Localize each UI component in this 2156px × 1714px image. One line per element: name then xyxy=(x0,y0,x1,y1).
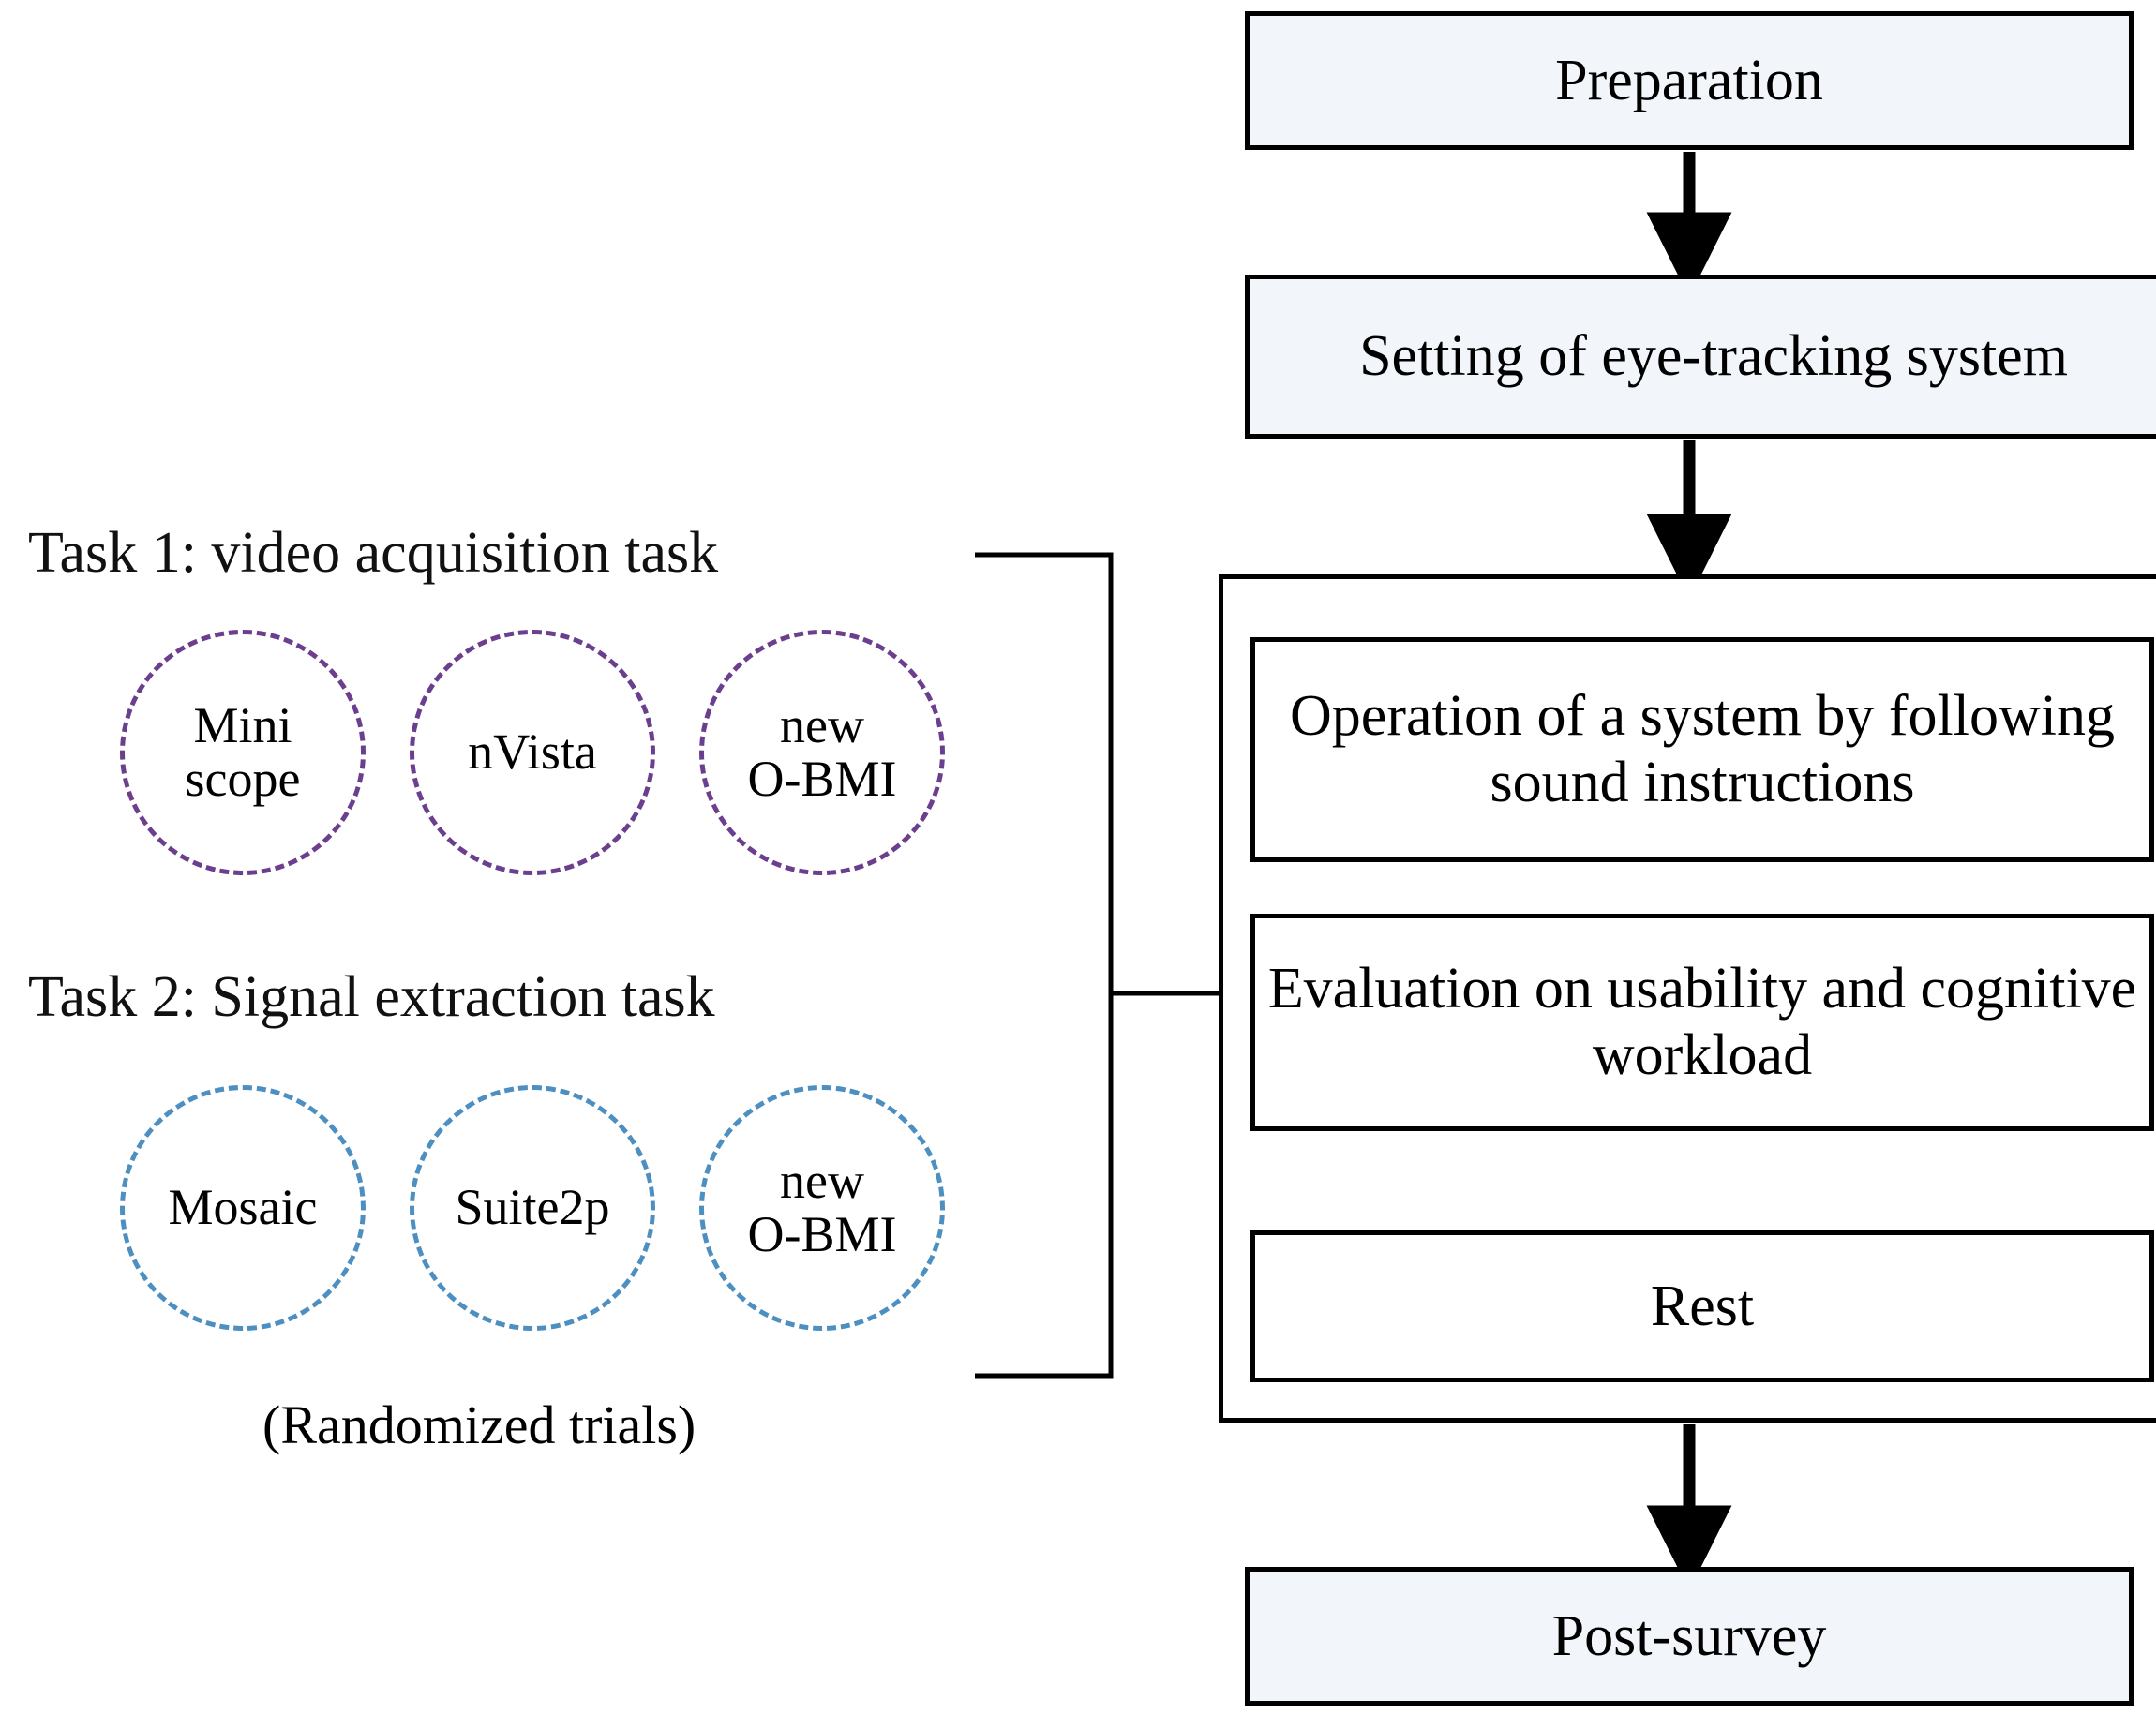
flow-step-operation[interactable] xyxy=(1250,637,2154,862)
flow-step-evaluation-line2: and cognitive workload xyxy=(1592,957,2137,1087)
task1-option-nvista-line1: nVista xyxy=(468,723,597,781)
task1-option-miniscope[interactable] xyxy=(120,630,366,875)
task2-option-new-obmi-line1: new xyxy=(780,1152,864,1209)
task2-option-mosaic-line1: Mosaic xyxy=(168,1179,318,1236)
task2-option-mosaic[interactable] xyxy=(120,1085,366,1331)
task2-option-suite2p[interactable] xyxy=(410,1085,655,1331)
task1-option-miniscope-line1: Mini xyxy=(193,696,292,753)
task1-option-nvista[interactable] xyxy=(410,630,655,875)
task1-option-new-obmi-line1: new xyxy=(780,696,864,753)
flow-step-preparation[interactable]: Preparation xyxy=(1245,11,2134,150)
randomized-trials-note: (Randomized trials) xyxy=(262,1394,696,1455)
flow-step-eye-tracking-setup[interactable]: Setting of eye-tracking system xyxy=(1245,275,2156,439)
flow-step-post-survey[interactable]: Post-survey xyxy=(1245,1567,2134,1706)
task2-option-new-obmi[interactable] xyxy=(699,1085,945,1331)
task1-option-miniscope-line2: scope xyxy=(185,751,301,807)
task1-option-new-obmi[interactable] xyxy=(699,630,945,875)
task2-option-suite2p-line1: Suite2p xyxy=(455,1179,610,1236)
task-2-title: Task 2: Signal extraction task xyxy=(28,965,715,1029)
flow-step-evaluation-line1: Evaluation on usability xyxy=(1267,957,1807,1021)
flow-step-evaluation[interactable] xyxy=(1250,914,2154,1131)
flow-step-operation-line1: Operation of a system by xyxy=(1290,684,1875,749)
task-1-title: Task 1: video acquisition task xyxy=(28,521,719,585)
task1-option-new-obmi-line2: O-BMI xyxy=(747,751,897,807)
flow-step-operation-line2: following sound instructions xyxy=(1490,684,2115,814)
flow-step-rest[interactable]: Rest xyxy=(1250,1230,2154,1382)
task2-option-new-obmi-line2: O-BMI xyxy=(747,1206,897,1262)
